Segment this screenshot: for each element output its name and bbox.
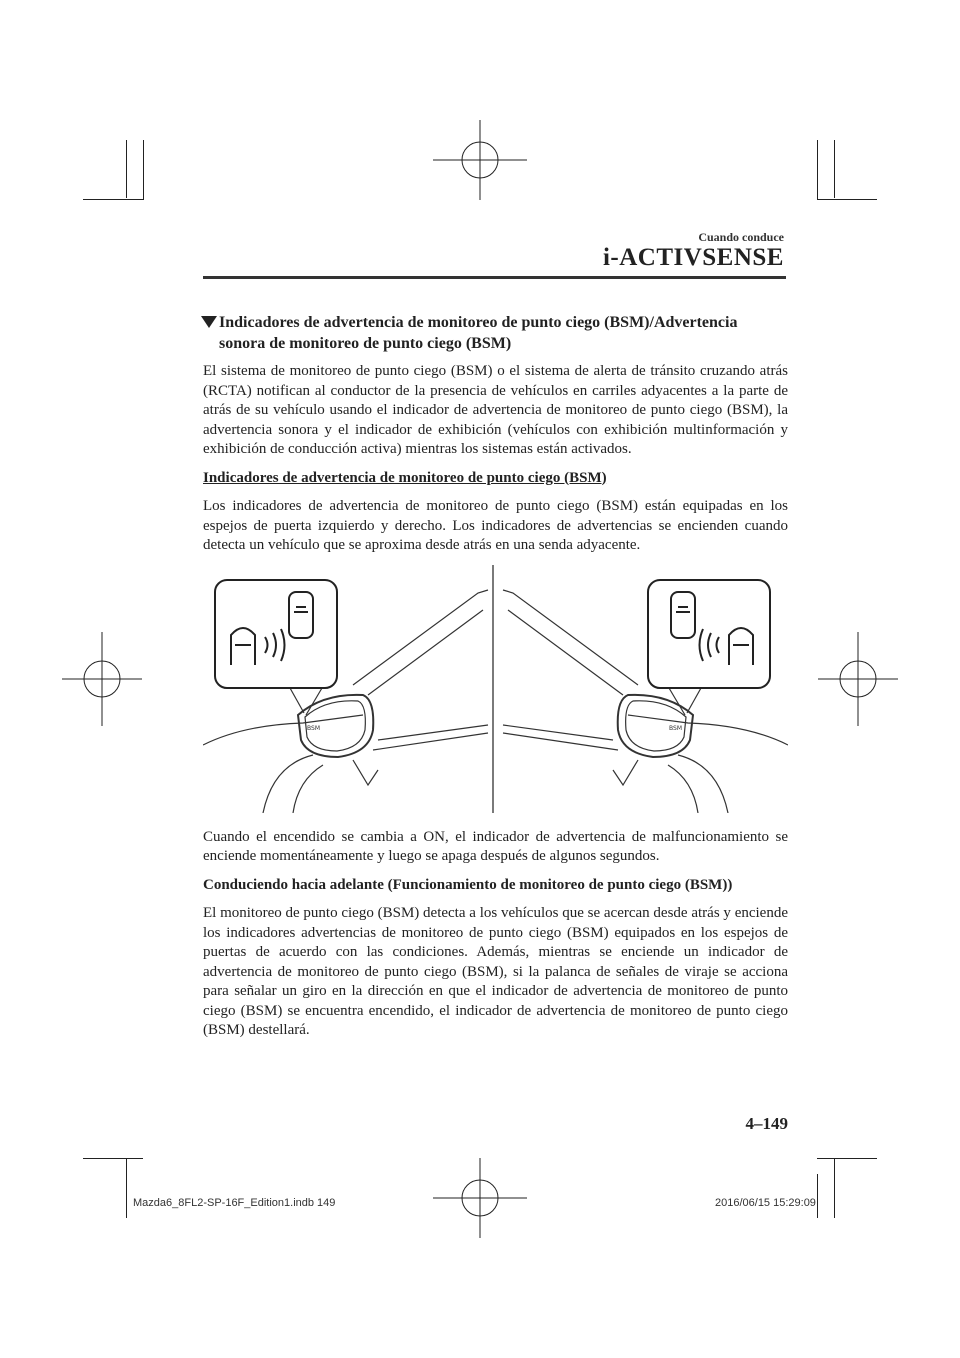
intro-paragraph: El sistema de monitoreo de punto ciego (BSM) o el sistema de alerta de tránsito cruzando atrás (RCTA) notifican al conductor de la presencia de vehículos en carriles adyacentes a la parte de atrás de su vehículo usando el indicador de advertencia de monitoreo de punto ciego (BSM), la advertencia sonora y el indicador de exhibición (vehículos con exhibición multinformación y exhibición de conducción activa) mientras los sistemas están activados. <box>203 363 788 457</box>
driving-forward-paragraph: El monitoreo de punto ciego (BSM) detecta a los vehículos que se acercan desde atrás y enciende los indicadores advertencias de monitoreo de punto ciego (BSM) equipados en los espejos de puertas de acuerdo con las condiciones. Además, mientras se enciende un indicador de advertencia de monitoreo de punto ciego (BSM), si la palanca de señales de viraje se acciona para señalar un giro en la dirección en que el indicador de advertencia de monitoreo de punto ciego (BSM) se encuentra encendido, el indicador de advertencia de monitoreo de punto ciego (BSM) destellará. <box>203 905 788 1038</box>
section-label: Cuando conduce <box>698 230 784 244</box>
bsm-indicators-paragraph: Los indicadores de advertencia de monitoreo de punto ciego (BSM) están equipadas en los espejos de puerta izquierdo y derecho. Los indicadores de advertencias se encienden cuando detecta un vehículo que se aproxima desde atrás en una senda adyacente. <box>203 498 788 553</box>
section-heading-line2: sonora de monitoreo de punto ciego (BSM) <box>219 335 512 352</box>
main-content <box>203 312 788 1050</box>
svg-text:BSM: BSM <box>307 724 320 732</box>
header-rule <box>203 276 786 279</box>
subheading-bsm-indicators: Indicadores de advertencia de monitoreo de punto ciego (BSM) <box>203 469 607 486</box>
footer-file: Mazda6_8FL2-SP-16F_Edition1.indb 149 <box>133 1197 336 1209</box>
svg-text:BSM: BSM <box>669 724 682 732</box>
registration-mark-top <box>433 120 527 200</box>
registration-mark-left <box>62 632 142 726</box>
registration-mark-right <box>818 632 898 726</box>
section-heading <box>203 312 788 354</box>
door-mirror-illustration <box>203 565 788 813</box>
section-heading-line1: Indicadores de advertencia de monitoreo de punto ciego (BSM)/Advertencia <box>219 314 738 331</box>
footer-timestamp: 2016/06/15 15:29:09 <box>715 1197 816 1209</box>
ignition-paragraph: Cuando el encendido se cambia a ON, el indicador de advertencia de malfuncionamiento se enciende momentáneamente y luego se apaga después de algunos segundos. <box>203 828 788 864</box>
registration-mark-bottom <box>433 1158 527 1238</box>
subheading-driving-forward: Conduciendo hacia adelante (Funcionamiento de monitoreo de punto ciego (BSM)) <box>203 876 733 893</box>
page-title: i-ACTIVSENSE <box>602 244 784 271</box>
triangle-bullet-icon <box>201 316 217 328</box>
page-number: 4–149 <box>745 1114 788 1133</box>
